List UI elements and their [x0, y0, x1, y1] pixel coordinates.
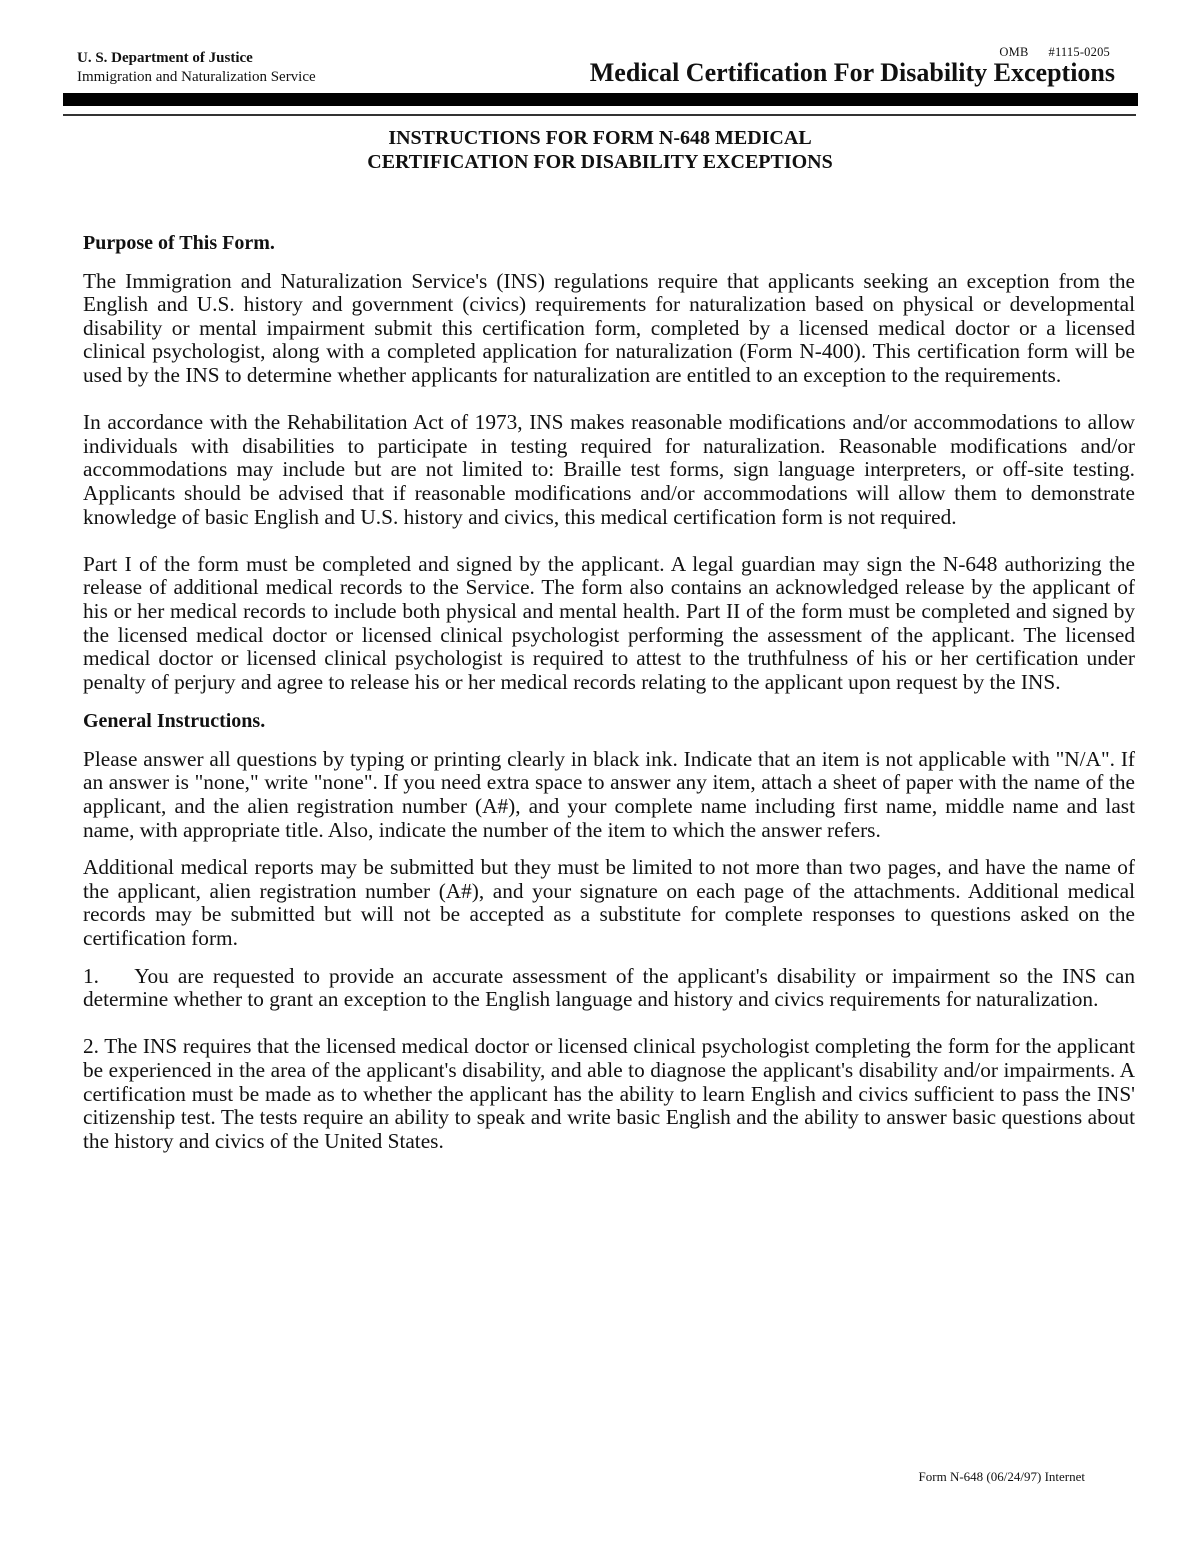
numbered-paragraph-2: 2. The INS requires that the licensed medical doctor or licensed clinical psychologist completing the form for the applicant be experienced in the area of the applicant's disability, and able to diagnose the applicant's disability and/or impairments. A certification must be made as to whether the applicant has the ability to learn English and civics sufficient to pass the INS' citizenship test. The tests require an ability to speak and write basic English and the ability to answer basic questions about the history and civics of the United States. [83, 1034, 1135, 1153]
omb-label: OMB [999, 45, 1029, 59]
document-body [83, 232, 1141, 1153]
page-title-line-1: INSTRUCTIONS FOR FORM N-648 MEDICAL [388, 127, 812, 149]
section-general-instructions [83, 710, 1141, 1153]
numbered-paragraph-1: 1. You are requested to provide an accurate assessment of the applicant's disability or impairment so the INS can determine whether to grant an exception to the English language and history and civics requirements for naturalization. [83, 963, 1141, 1012]
service-name: Immigration and Naturalization Service [77, 69, 316, 85]
paragraph: The Immigration and Naturalization Service's (INS) regulations require that applicants seeking an exception from the English and U.S. history and government (civics) requirements for naturalization based on physical or developmental disability or mental impairment submit this certification form, completed by a licensed medical doctor or a licensed clinical psychologist, along with a completed application for naturalization (Form N-400). This certification form will be used by the INS to determine whether applicants for naturalization are entitled to an exception to the requirements. [83, 268, 1135, 387]
header-rule-thin [63, 114, 1136, 116]
section-title-general: General Instructions. [83, 710, 266, 733]
section-purpose [83, 232, 1135, 694]
page-title-line-2: CERTIFICATION FOR DISABILITY EXCEPTIONS [367, 151, 833, 173]
section-title-purpose: Purpose of This Form. [83, 232, 275, 254]
paragraph: Part I of the form must be completed and signed by the applicant. A legal guardian may sign the N-648 authorizing the release of additional medical records to the Service. The form also contains an acknowledged release by the applicant of his or her medical records to include both physical and mental health. Part II of the form must be completed and signed by the licensed medical doctor or licensed clinical psychologist performing the assessment of the applicant. The licensed medical doctor or licensed clinical psychologist is required to attest to the truthfulness of his or her certification under penalty of perjury and agree to release his or her medical records relating to the applicant upon request by the INS. [83, 551, 1135, 694]
header-rule-thick [63, 93, 1138, 106]
paragraph: Please answer all questions by typing or printing clearly in black ink. Indicate that an item is not applicable with "N/A". If an answer is "none," write "none". If you need extra space to answer any item, attach a sheet of paper with the name of the applicant, and the alien registration number (A#), and your complete name including first name, middle name and last name, with appropriate title. Also, indicate the number of the item to which the answer refers. [83, 746, 1135, 842]
paragraph: Additional medical reports may be submitted but they must be limited to not more than two pages, and have the name of the applicant, alien registration number (A#), and your signature on each page of the attachments. Additional medical records may be submitted but will not be accepted as a substitute for complete responses to questions asked on the certification form. [83, 855, 1135, 951]
agency-header [77, 49, 316, 87]
omb-value: #1115-0205 [1048, 45, 1110, 59]
agency-name: U. S. Department of Justice [77, 50, 253, 66]
form-footer-id: Form N-648 (06/24/97) Internet [918, 1469, 1085, 1484]
paragraph: In accordance with the Rehabilitation Act of 1973, INS makes reasonable modifications and/or accommodations to allow individuals with disabilities to participate in testing required for naturalization. Reasonable modifications and/or accommodations may include but are not limited to: Braille test forms, sign language interpreters, or off-site testing. Applicants should be advised that if reasonable modifications and/or accommodations will allow them to demonstrate knowledge of basic English and U.S. history and civics, this medical certification form is not required. [83, 410, 1135, 529]
page-title [0, 126, 1200, 174]
form-title: Medical Certification For Disability Exceptions [589, 58, 1115, 87]
